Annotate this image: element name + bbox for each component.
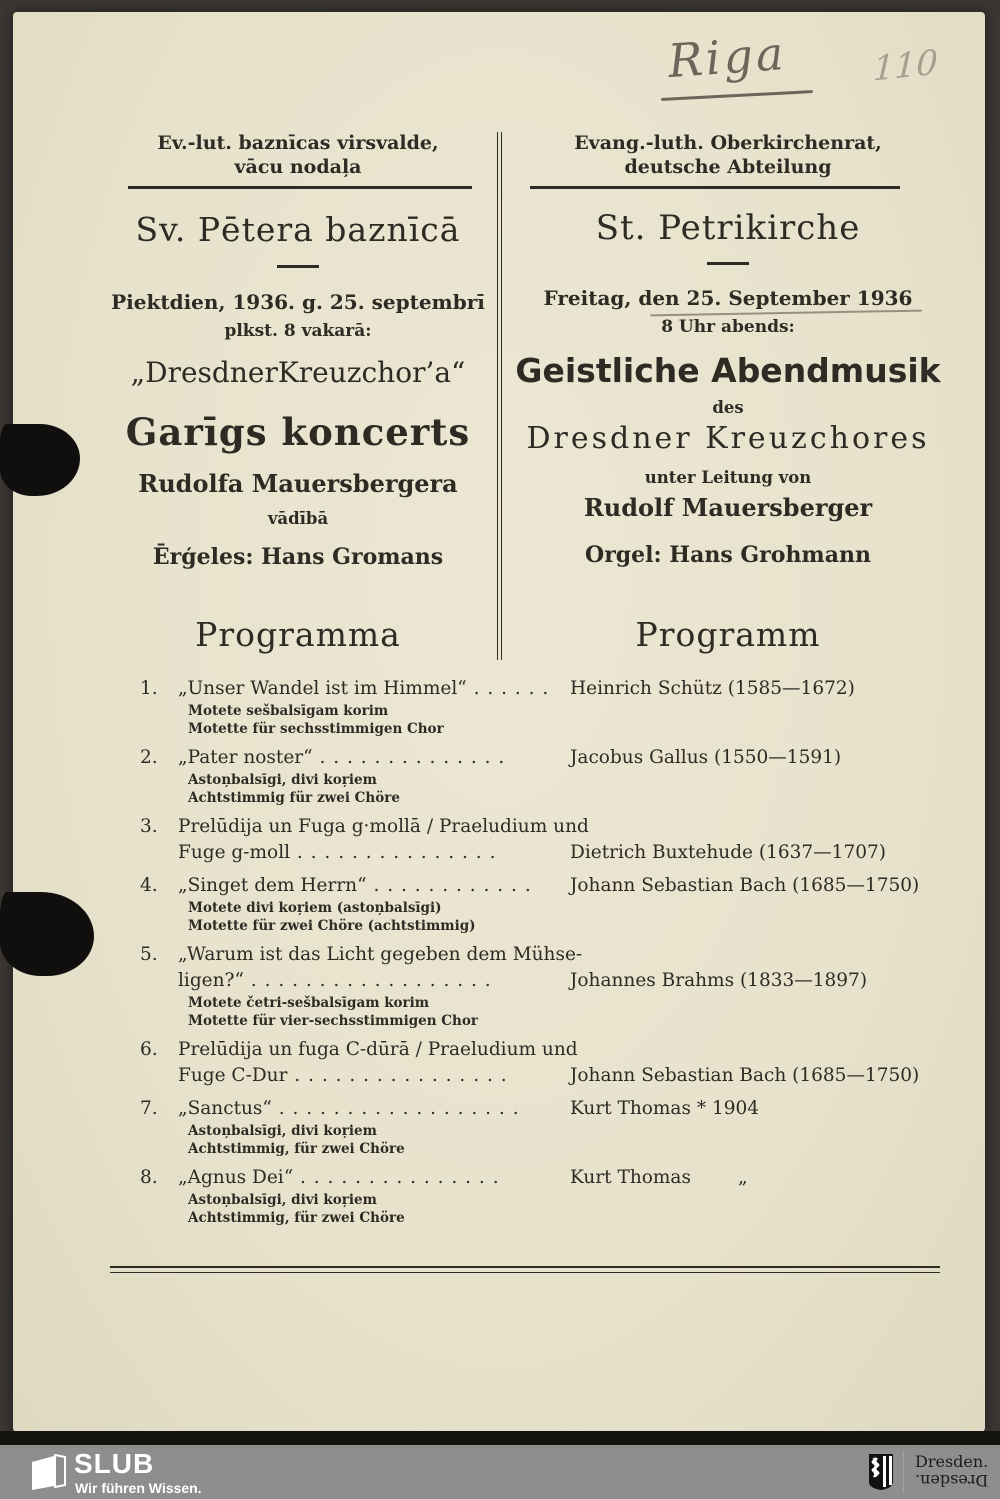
left-program-heading: Programma xyxy=(195,615,401,654)
footer-divider xyxy=(903,1451,904,1493)
program-note-line: Achtstimmig, für zwei Chöre xyxy=(188,1140,405,1157)
program-note-line: Motete divi koŗiem (astoņbalsīgi) xyxy=(188,900,442,916)
date-pencil-underline xyxy=(650,310,922,317)
program-item-number: 5. xyxy=(140,944,158,965)
left-header-rule xyxy=(128,186,472,189)
leader-dots: . . . . . . . . . . . . . . . . . . xyxy=(271,1098,520,1119)
program-note-line: Astoņbalsīgi, divi koŗiem xyxy=(188,1123,377,1139)
right-direction: unter Leitung von xyxy=(644,468,812,487)
program-line xyxy=(140,968,962,994)
program-piece-title: ligen?“ . . . . . . . . . . . . . . . . . . xyxy=(178,970,492,991)
dresden-wordmark-mirrored: Dresden. xyxy=(915,1471,989,1490)
program-composer: Johannes Brahms (1833—1897) xyxy=(570,970,868,991)
program-piece-title: „Warum ist das Licht gegeben dem Mühse- xyxy=(178,944,583,965)
program-item xyxy=(140,676,962,738)
program-piece-title: „Agnus Dei“ . . . . . . . . . . . . . . . xyxy=(178,1167,500,1188)
program-note-line: Astoņbalsīgi, divi koŗiem xyxy=(188,1192,377,1208)
program-item-number xyxy=(140,1063,170,1089)
program-composer: Johann Sebastian Bach (1685—1750) xyxy=(570,875,920,896)
ink-blot-bottom xyxy=(0,892,94,976)
right-venue: St. Petrikirche xyxy=(595,208,861,248)
right-program-heading: Programm xyxy=(635,615,821,654)
program-composer xyxy=(570,942,962,968)
leader-dots: . . . . . . . . . . . . . . . . . . xyxy=(243,970,492,991)
program-list xyxy=(140,676,962,1234)
program-line xyxy=(140,840,962,866)
program-composer: Johann Sebastian Bach (1685—1750) xyxy=(570,1065,920,1086)
leader-dots: . . . . . . . . . . . . . . . xyxy=(290,842,497,863)
left-dash xyxy=(277,265,319,268)
left-direction: vādībā xyxy=(267,509,329,528)
left-time: plkst. 8 vakarā: xyxy=(224,321,372,341)
program-note-line: Motette für zwei Chöre (achtstimmig) xyxy=(188,917,476,934)
leader-dots: . . . . . . . . . . . . . . . . xyxy=(287,1065,508,1086)
left-organist: Ērģeles: Hans Gromans xyxy=(152,544,444,570)
program-item-number: 2. xyxy=(140,747,158,768)
program-item xyxy=(140,814,962,866)
slub-book-icon xyxy=(30,1454,66,1492)
left-org-line1: Ev.-lut. baznīcas virsvalde, xyxy=(157,132,439,154)
leader-dots: . . . . . . . . . . . . . . . xyxy=(293,1167,500,1188)
program-piece-title: Prelūdija un Fuga g·mollā / Praeludium und xyxy=(178,816,589,837)
right-organist: Orgel: Hans Grohmann xyxy=(585,542,871,568)
leader-dots: . . . . . . . . . . . . . . xyxy=(312,747,506,768)
program-composer xyxy=(570,814,962,840)
program-item xyxy=(140,942,962,1030)
program-piece-title: Fuge g-moll . . . . . . . . . . . . . . . xyxy=(178,842,497,863)
program-line xyxy=(140,1096,962,1122)
program-notes xyxy=(188,900,962,935)
right-concert-title: Geistliche Abendmusik xyxy=(515,351,941,390)
scanned-program-page xyxy=(13,12,985,1432)
program-piece-title: Fuge C-Dur . . . . . . . . . . . . . . . . xyxy=(178,1065,508,1086)
program-piece-title: „Sanctus“ . . . . . . . . . . . . . . . . . . xyxy=(178,1098,520,1119)
leader-dots: . . . . . . xyxy=(466,678,550,699)
dresden-wordmark-normal: Dresden. xyxy=(915,1452,989,1471)
handwritten-underline xyxy=(661,90,813,100)
left-conductor: Rudolfa Mauersbergera xyxy=(138,469,458,498)
right-conductor: Rudolf Mauersberger xyxy=(583,493,873,522)
program-item-number xyxy=(140,968,170,994)
program-item-number: 7. xyxy=(140,1098,158,1119)
ink-blot-top xyxy=(0,424,80,496)
column-divider-rule xyxy=(497,132,502,660)
handwritten-city: Riga xyxy=(666,25,788,89)
program-notes xyxy=(188,703,962,738)
dresden-coat-of-arms-icon xyxy=(868,1453,894,1491)
handwritten-number: 110 xyxy=(872,42,939,90)
program-note-line: Motette für vier-sechsstimmigen Chor xyxy=(188,1012,478,1029)
right-title-des: des xyxy=(712,398,744,417)
program-line xyxy=(140,1037,962,1063)
program-note-line: Motete četri-sešbalsīgam korim xyxy=(188,995,430,1011)
left-choir-name: „DresdnerKreuzchor’a“ xyxy=(130,356,466,389)
footer-black-strip xyxy=(0,1431,1000,1445)
program-note-line: Achtstimmig für zwei Chöre xyxy=(188,789,400,806)
program-composer: Dietrich Buxtehude (1637—1707) xyxy=(570,842,886,863)
program-item xyxy=(140,873,962,935)
program-item xyxy=(140,1096,962,1158)
program-note-line: Motete sešbalsīgam korim xyxy=(188,703,389,719)
left-date: Piektdien, 1936. g. 25. septembrī xyxy=(111,290,485,314)
program-item-number: 4. xyxy=(140,875,158,896)
program-line xyxy=(140,942,962,968)
program-item-number: 3. xyxy=(140,816,158,837)
program-piece-title: Prelūdija un fuga C-dūrā / Praeludium und xyxy=(178,1039,578,1060)
program-line xyxy=(140,814,962,840)
program-composer: Jacobus Gallus (1550—1591) xyxy=(570,747,842,768)
dresden-wordmark xyxy=(915,1452,988,1490)
right-org-line2: deutsche Abteilung xyxy=(624,156,832,178)
program-piece-title: „Pater noster“ . . . . . . . . . . . . . . xyxy=(178,747,506,768)
program-item-number xyxy=(140,840,170,866)
right-choir-name: Dresdner Kreuzchores xyxy=(526,421,930,456)
program-piece-title: „Singet dem Herrn“ . . . . . . . . . . . . xyxy=(178,875,532,896)
leader-dots: . . . . . . . . . . . . xyxy=(366,875,532,896)
program-note-line: Motette für sechsstimmigen Chor xyxy=(188,720,444,737)
program-notes xyxy=(188,995,962,1030)
program-line xyxy=(140,676,962,702)
program-item xyxy=(140,745,962,807)
program-notes xyxy=(188,1123,962,1158)
program-line xyxy=(140,1165,962,1191)
left-org-line2: vācu nodaļa xyxy=(234,156,362,178)
program-item xyxy=(140,1037,962,1089)
footer-branding-bar xyxy=(0,1445,1000,1499)
program-item-number: 1. xyxy=(140,678,158,699)
program-line xyxy=(140,873,962,899)
bottom-double-rule xyxy=(110,1266,940,1273)
slub-wordmark: SLUB xyxy=(74,1448,155,1479)
program-composer: Heinrich Schütz (1585—1672) xyxy=(570,678,855,699)
program-note-line: Astoņbalsīgi, divi koŗiem xyxy=(188,772,377,788)
program-composer: Kurt Thomas „ xyxy=(570,1167,748,1188)
slub-slogan: Wir führen Wissen. xyxy=(75,1480,202,1496)
right-dash xyxy=(707,262,749,265)
right-header-rule xyxy=(530,186,900,189)
right-date: Freitag, den 25. September 1936 xyxy=(543,286,913,310)
program-notes xyxy=(188,1192,962,1227)
program-item-number: 8. xyxy=(140,1167,158,1188)
left-venue: Sv. Pētera baznīcā xyxy=(135,210,461,249)
program-item xyxy=(140,1165,962,1227)
program-line xyxy=(140,1063,962,1089)
program-notes xyxy=(188,772,962,807)
program-line xyxy=(140,745,962,771)
program-composer: Kurt Thomas * 1904 xyxy=(570,1098,760,1119)
program-item-number: 6. xyxy=(140,1039,158,1060)
right-time: 8 Uhr abends: xyxy=(661,317,795,337)
left-concert-title: Garīgs koncerts xyxy=(125,410,471,454)
program-note-line: Achtstimmig, für zwei Chöre xyxy=(188,1209,405,1226)
right-org-line1: Evang.-luth. Oberkirchenrat, xyxy=(574,132,882,154)
program-piece-title: „Unser Wandel ist im Himmel“ . . . . . . xyxy=(178,678,550,699)
program-composer xyxy=(570,1037,962,1063)
